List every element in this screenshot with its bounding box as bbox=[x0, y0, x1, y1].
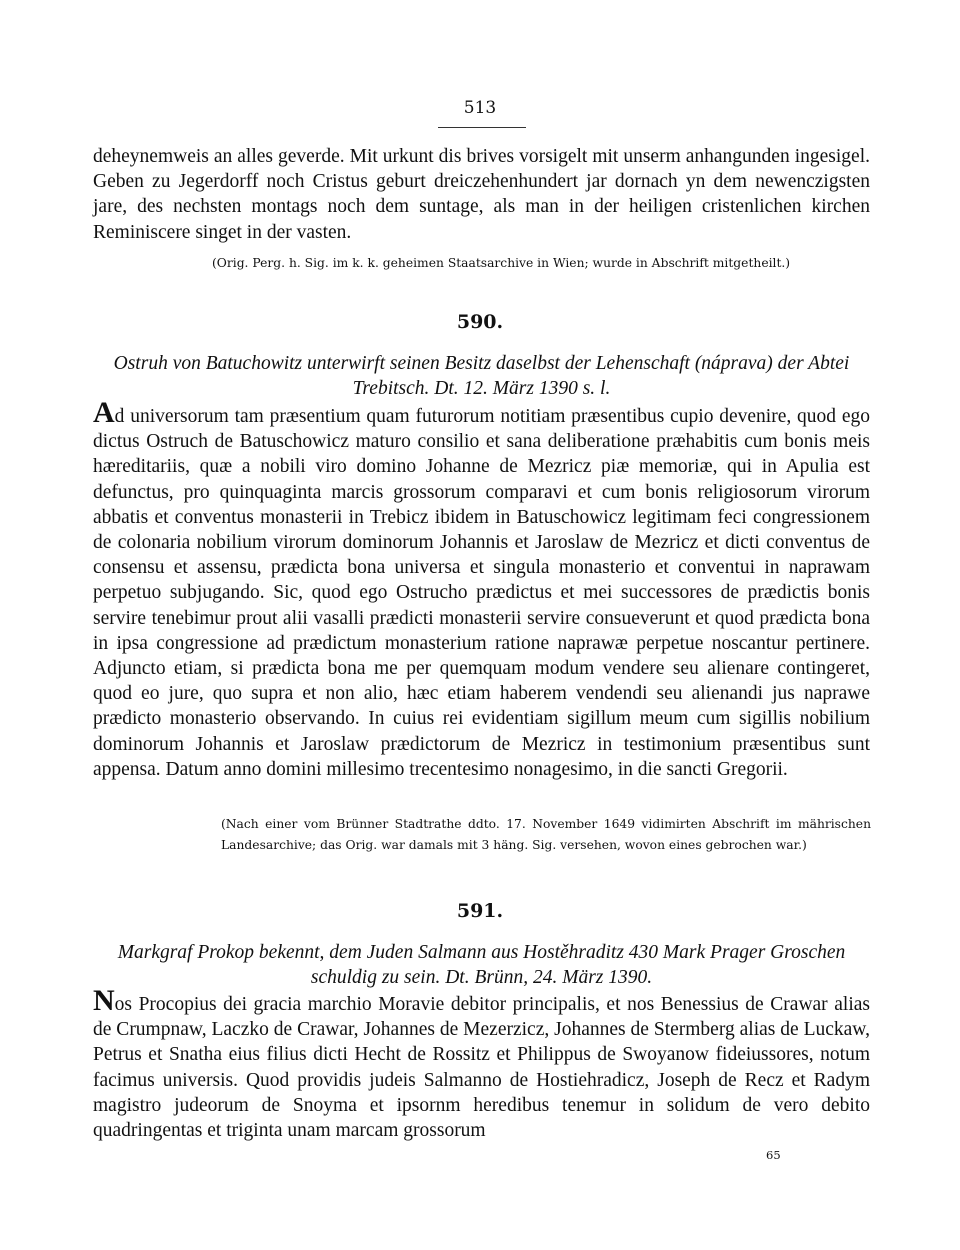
document-number-590: 590. bbox=[456, 311, 504, 333]
initial-letter-591: N bbox=[93, 984, 115, 1017]
document-heading-591: Markgraf Prokop bekennt, dem Juden Salmann aus Hostěhraditz 430 Mark Prager Groschen schuldig zu sein. Dt. Brünn, 24. März 1390. bbox=[117, 942, 846, 988]
document-number-591: 591. bbox=[456, 900, 504, 922]
initial-letter-590: A bbox=[93, 396, 115, 429]
document-body-590 bbox=[93, 396, 870, 782]
source-note-590: (Nach einer vom Brünner Stadtrathe ddto. 17. November 1649 vidimirten Abschrift im mährischen Landesarchive; das Orig. war damals mit 3 häng. Sig. versehen, wovon eines gebrochen war.) bbox=[221, 817, 871, 852]
signature-mark: 65 bbox=[766, 1148, 781, 1162]
page-number: 513 bbox=[463, 98, 497, 118]
document-text-591: os Procopius dei gracia marchio Moravie debitor principalis, et nos Benessius de Crawar alias de Crumpnaw, Laczko de Crawar, Johannes de Mezerzicz, Johannes de Stermberg alias de Luckaw, Petrus et Snatha eius filius dicti Hecht de Rossitz et Philippus de Swoyanow fideiussores, notum facimus universis. Quod providis judeis Salmanno de Hostiehradicz, Joseph de Recz et Radym magistro judeorum de Snoyma et ipsornm heredibus tenemur in solidum de vero debito quadringentas et triginta unam marcam grossorum bbox=[93, 994, 870, 1142]
header-rule bbox=[438, 127, 526, 128]
document-body-591 bbox=[93, 984, 870, 1143]
document-text-590: d universorum tam præsentium quam futurorum notitiam præsentibus cupio devenire, quod ego dictus Ostruch de Batuschowicz maturo consilio et sana deliberatione præhabitis cum bonis meis hæreditariis, quæ a nobili viro domino Johanne de Mezricz piæ memoriæ, qui in Apulia est defunctus, pro quinquaginta marcis grossorum comparavi et cum bonis religiosorum virorum abbatis et conventus monasterii in Trebicz ibidem in Batuschowicz legitimam feci congressionem de colonaria nobilium virorum dominorum Johannis et Jaroslaw de Mezricz et dicti conventus de consensu et assensu, prædicta bona universa et singula monasterio et conventui in naprawam perpetuo subjugando. Sic, quod ego Ostrucho prædictus et mei successores de prædictis bonis servire tenebimur prout alii vasalli prædicti monasterii servire consueverunt et quod prædicta bona in ipsa congressione ad prædictum monasterium ratione naprawæ perpetue noscantur pertinere. Adjuncto etiam, si prædicta bona me per quemquam modum vendere seu alienare contingeret, quod eo jure, quo supra et non alio, hæc etiam haberem vendendi seu alienandi jus naprawe prædicto monasterio observando. In cuius rei evidentiam sigillum meum cum sigillis nobilium dominorum Johannis et Jaroslaw prædictorum de Mezricz in testimonium præsentibus sunt appensa. Datum anno domini millesimo trecentesimo nonagesimo, in die sancti Gregorii. bbox=[93, 406, 870, 780]
opening-paragraph: deheynemweis an alles geverde. Mit urkunt dis brives vorsigelt mit unserm anhangunden ingesigel. Geben zu Jegerdorff noch Cristus geburt dreiczehenhundert jar dornach yn dem newenczigsten jare, des nechsten montags noch dem suntage, als man in der heiligen cristenlichen kirchen Reminiscere singet in der vasten. bbox=[93, 146, 870, 243]
source-note-589: (Orig. Perg. h. Sig. im k. k. geheimen Staatsarchive in Wien; wurde in Abschrift mitgetheilt.) bbox=[212, 256, 791, 270]
document-heading-590: Ostruh von Batuchowitz unterwirft seinen Besitz daselbst der Lehenschaft (náprava) der Abtei Trebitsch. Dt. 12. März 1390 s. l. bbox=[113, 353, 850, 399]
